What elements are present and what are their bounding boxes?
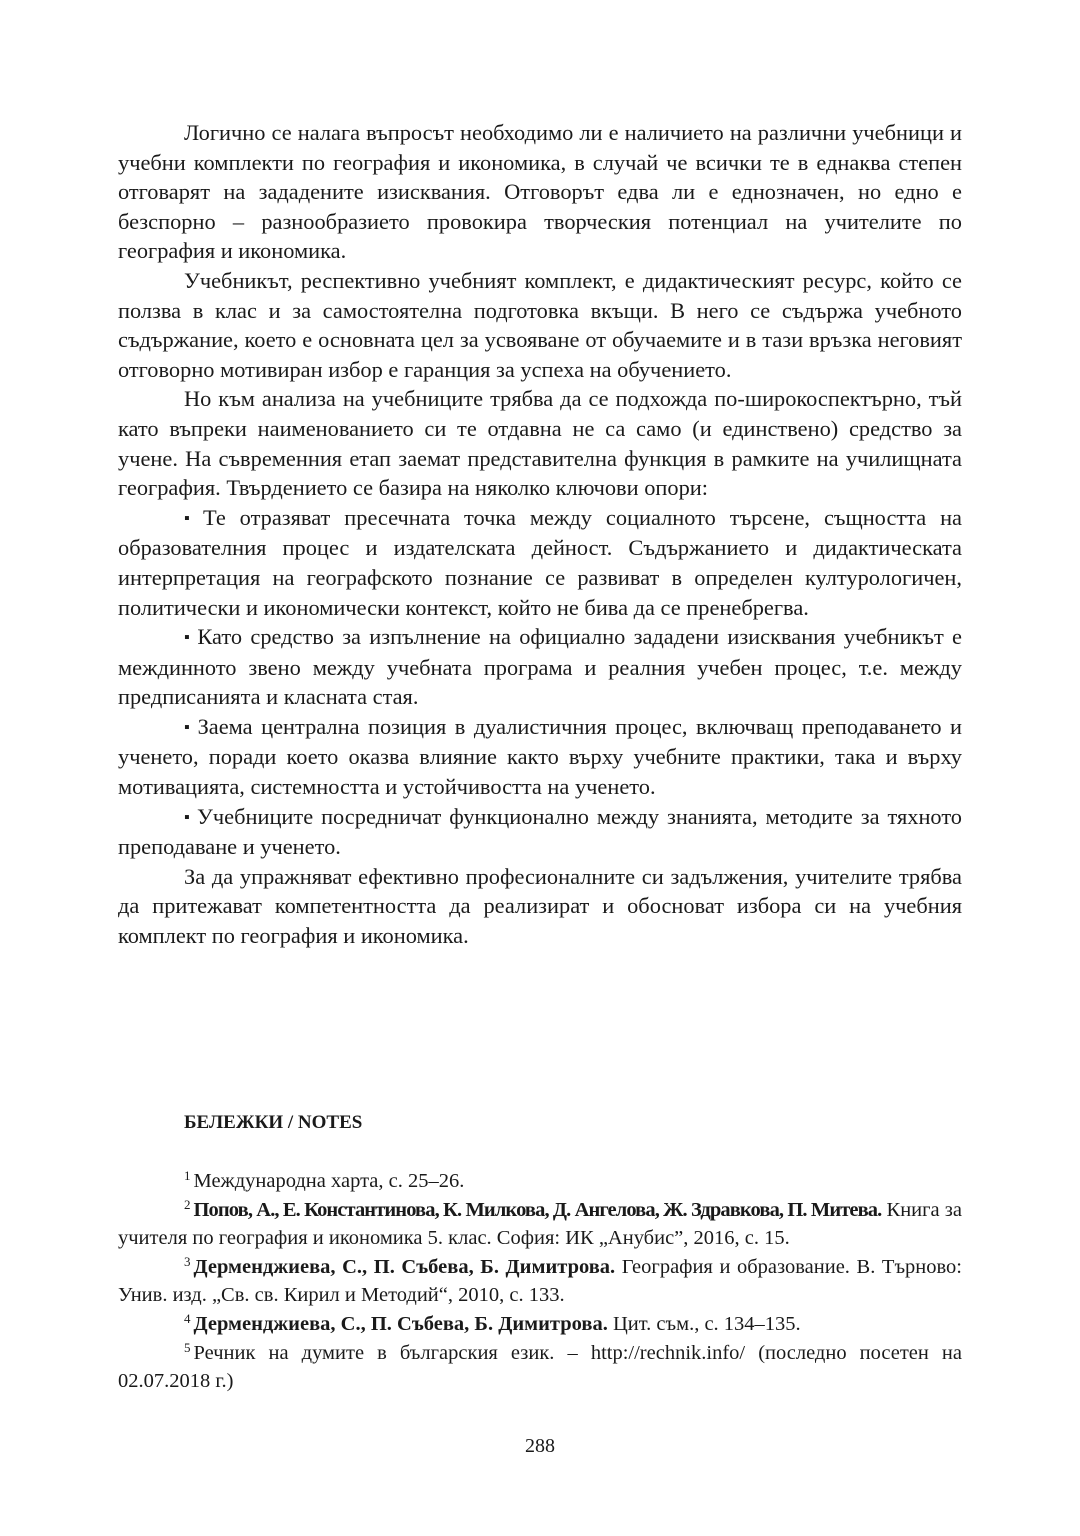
bullet-text: Те отразяват пресечната точка между социалното търсене, същността на образователния процес и издателската дейност. Съдържанието и дидактическата интерпретация на географското познание се развиват в определен културологичен, политически и икономически контекст, който не бива да се пренебрегва.: [118, 504, 963, 620]
bullet-square-icon: ▪: [184, 718, 193, 736]
bullet-paragraph: [118, 622, 962, 712]
bullet-paragraph: [118, 712, 962, 802]
footnote: [118, 1339, 962, 1396]
notes-list: [118, 1167, 962, 1396]
page-body: [118, 118, 962, 951]
footnote-authors: Дерменджиева, С., П. Събева, Б. Димитрова.: [193, 1312, 608, 1335]
footnote-text: Цит. съм., с. 134–135.: [612, 1312, 801, 1335]
paragraph: Учебникът, респективно учебният комплект, е дидактическият ресурс, който се ползва в клас и за самостоятелна подготовка вкъщи. В него се съдържа учебното съдържание, което е основната цел за усвояване от обучаемите и в тази връзка неговият отговорно мотивиран избор е гаранция за успеха на обучението.: [118, 267, 962, 382]
footnote-authors: Попов, А., Е. Константинова, К. Милкова, Д. Ангелова, Ж. Здравкова, П. Митева.: [193, 1198, 882, 1221]
page-number: 288: [525, 1435, 555, 1457]
bullet-paragraph: [118, 503, 962, 622]
footnote-number: 3: [184, 1253, 191, 1269]
bullet-text: Учебниците посредничат функционално между знанията, методите за тяхното преподаване и ученето.: [118, 803, 963, 860]
bullet-square-icon: ▪: [184, 509, 198, 527]
bullet-text: Като средство за изпълнение на официално зададени изисквания учебникът е междинното звено между учебната програма и реалния учебен процес, т.е. между предписанията и класната стая.: [118, 624, 962, 710]
footnote-authors: Дерменджиева, С., П. Събева, Б. Димитрова.: [193, 1255, 616, 1278]
paragraph: Но към анализа на учебниците трябва да се подхожда по-широкоспектърно, тъй като въпреки наименованието си те отдавна не са само (и единствено) средство за учене. На съвременния етап заемат представителна функция в рамките на училищната география. Твърдението се базира на няколко ключови опори:: [118, 386, 962, 501]
footnote-number: 5: [184, 1339, 191, 1355]
footnote: [118, 1167, 962, 1196]
footnote-text: Речник на думите в българския език. – http://rechnik.info/ (последно посетен на 02.07.2018 г.): [118, 1341, 962, 1393]
footnote-number: 1: [184, 1168, 191, 1183]
footnote: [118, 1196, 962, 1253]
footnote: [118, 1253, 962, 1310]
footnote: [118, 1310, 962, 1339]
footnote-text: Международна харта, с. 25–26.: [193, 1170, 465, 1192]
paragraph: За да упражняват ефективно професионалните си задължения, учителите трябва да притежават компетентността да реализират и обосноват избора си на учебния комплект по география и икономика.: [118, 863, 962, 949]
bullet-paragraph: [118, 802, 962, 862]
bullet-square-icon: ▪: [184, 808, 193, 826]
footnote-number: 2: [184, 1196, 191, 1212]
notes-heading: БЕЛЕЖКИ / NOTES: [184, 1112, 363, 1133]
article-text: [118, 118, 962, 951]
bullet-text: Заема централна позиция в дуалистичния процес, включващ преподаването и ученето, поради което оказва влияние както върху учебните практики, така и върху мотивацията, системността и устойчивостта на ученето.: [118, 713, 962, 800]
paragraph: Логично се налага въпросът необходимо ли е наличието на различни учебници и учебни комплекти по география и икономика, в случай че всички те в еднаква степен отговарят на зададените изисквания. Отговорът едва ли е еднозначен, но едно е безспорно – разнообразието провокира творческия потенциал на учителите по география и икономика.: [118, 120, 962, 264]
footnote-text: География и образование. В. Търново: Унив. изд. „Св. св. Кирил и Методий“, 2010, с. 133.: [118, 1255, 962, 1307]
footnote-number: 4: [184, 1310, 191, 1326]
bullet-square-icon: ▪: [184, 629, 193, 647]
footnote-text: Книга за учителя по география и икономика 5. клас. София: ИК „Анубис”, 2016, с. 15.: [118, 1198, 962, 1250]
